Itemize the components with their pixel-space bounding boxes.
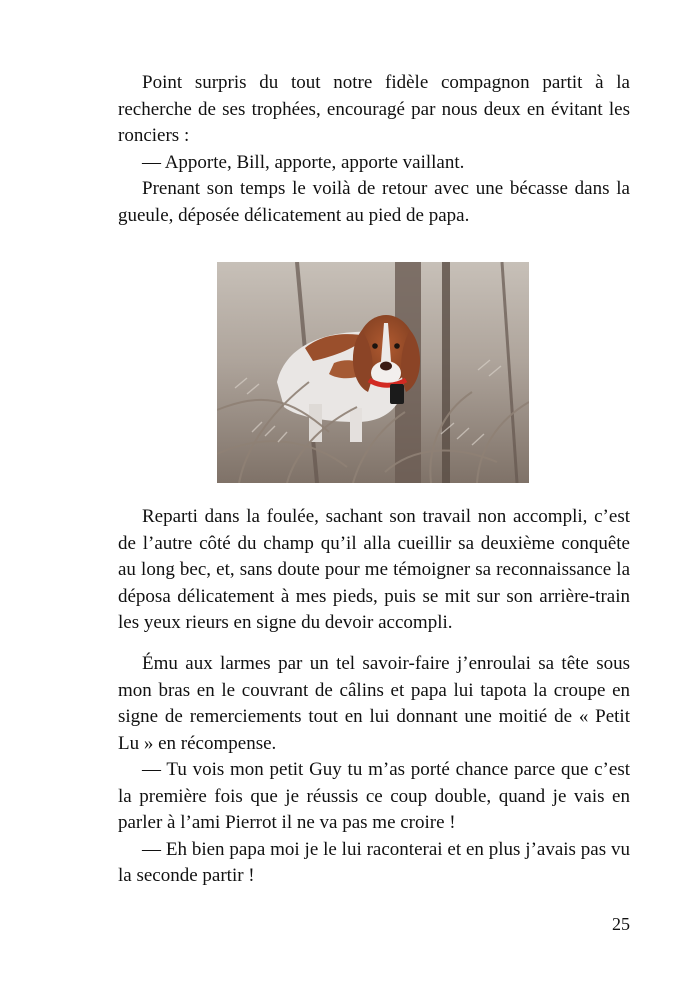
paragraph-5: Ému aux larmes par un tel savoir-faire j’enroulai sa tête sous mon bras en le couvrant de câlins et papa lui tapota la croupe en signe de remerciements tout en lui donnant une moitié de « Petit Lu » en récompense. bbox=[118, 653, 630, 754]
paragraph-6: — Tu vois mon petit Guy tu m’as porté chance parce que c’est la première fois que je réussis ce coup double, quand je vais en parler à l’ami Pierrot il ne va pas me croire ! bbox=[118, 759, 630, 833]
paragraph-4: Reparti dans la foulée, sachant son travail non accompli, c’est de l’autre côté du champ qu’il alla cueillir sa deuxième conquête au long bec, et, sans doute pour me témoigner sa reconnaissance la déposa délicatement à mes pieds, puis se mit sur son arrière-train les yeux rieurs en signe du devoir accompli. bbox=[118, 506, 630, 633]
dog-photo bbox=[217, 262, 529, 483]
top-text-block bbox=[118, 70, 630, 229]
paragraph-3: Prenant son temps le voilà de retour avec une bécasse dans la gueule, déposée délicatement au pied de papa. bbox=[118, 178, 630, 226]
bottom-text-block bbox=[118, 651, 630, 890]
paragraph-2: — Apporte, Bill, apporte, apporte vaillant. bbox=[142, 151, 465, 173]
paragraph-7: — Eh bien papa moi je le lui raconterai et en plus j’avais pas vu la seconde partir ! bbox=[118, 838, 630, 886]
middle-text-block bbox=[118, 504, 630, 637]
paragraph-1: Point surpris du tout notre fidèle compagnon partit à la recherche de ses trophées, encouragé par nous deux en évitant les ronciers : bbox=[118, 72, 630, 146]
page-number: 25 bbox=[612, 914, 630, 934]
